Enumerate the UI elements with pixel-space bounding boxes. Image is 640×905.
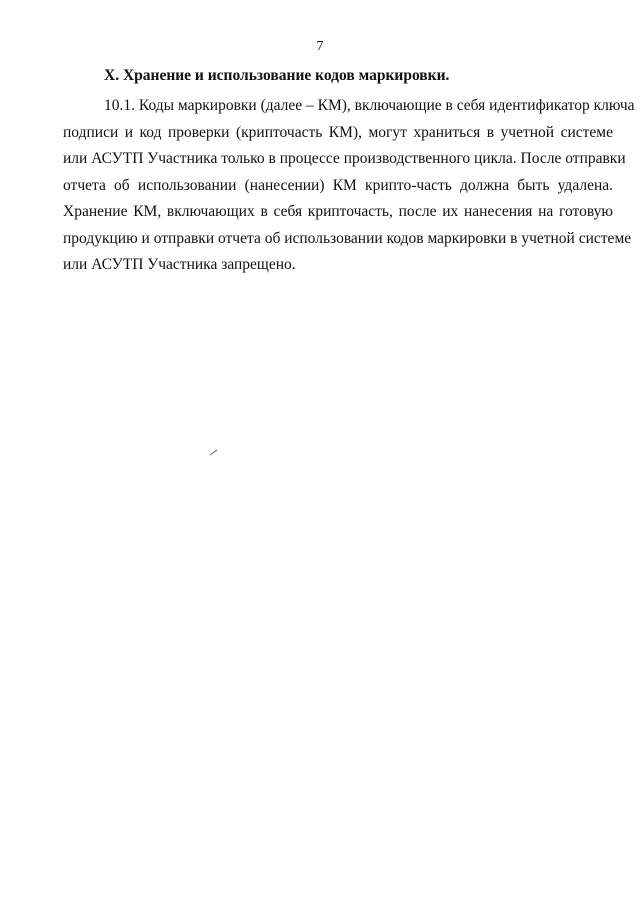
paragraph-line: подписи и код проверки (крипточасть КМ), могут храниться в учетной системе xyxy=(63,123,613,141)
paragraph-line: Хранение КМ, включающих в себя крипточасть, после их нанесения на готовую xyxy=(63,203,613,220)
paragraph-line: отчета об использовании (нанесении) КМ крипто-часть должна быть удалена. xyxy=(63,176,613,194)
section-heading: X. Хранение и использование кодов маркировки. xyxy=(104,67,450,84)
stray-pen-mark xyxy=(209,449,218,456)
body-paragraph xyxy=(63,93,635,279)
paragraph-line: или АСУТП Участника запрещено. xyxy=(63,256,296,273)
paragraph-line: продукцию и отправки отчета об использовании кодов маркировки в учетной системе xyxy=(63,229,632,247)
paragraph-line: или АСУТП Участника только в процессе производственного цикла. После отправки xyxy=(63,150,626,167)
paragraph-line: 10.1. Коды маркировки (далее – КМ), включающие в себя идентификатор ключа xyxy=(104,97,635,114)
page-number: 7 xyxy=(316,39,324,54)
